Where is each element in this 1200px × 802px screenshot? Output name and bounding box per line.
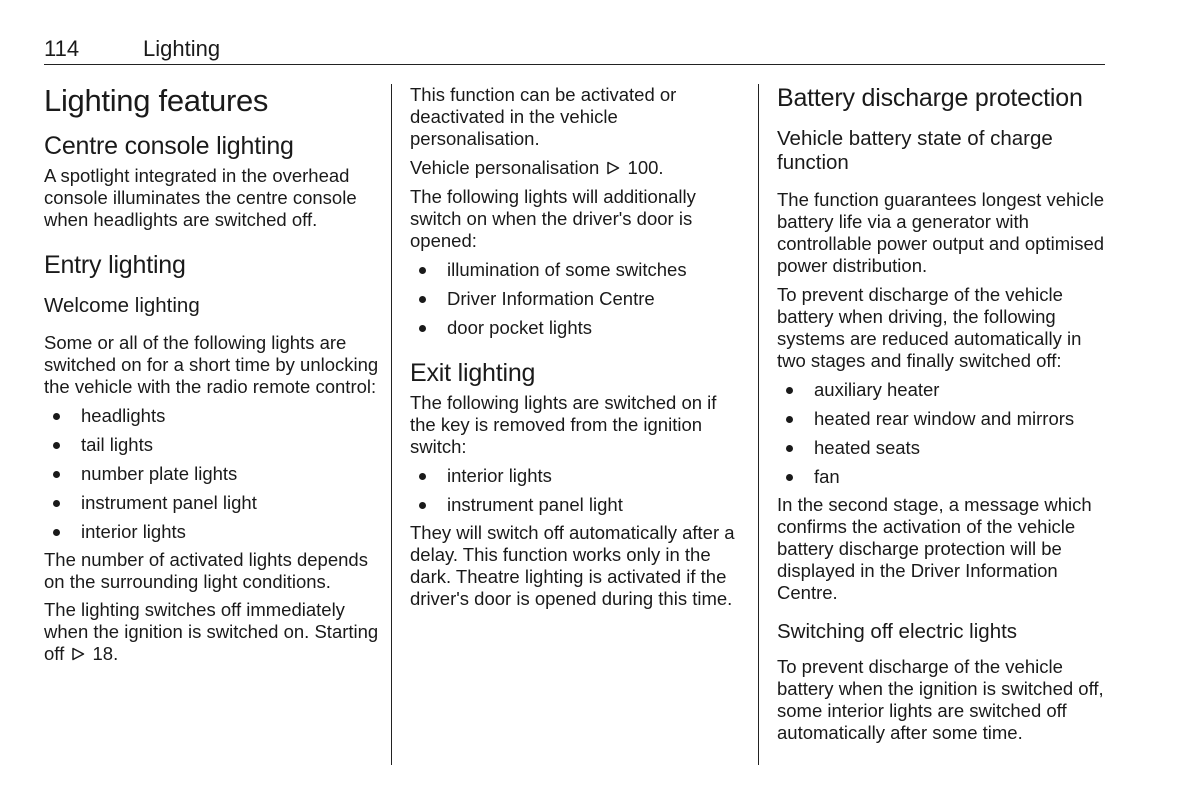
prevent-list bbox=[777, 379, 1109, 488]
exit-text: The following lights are switched on if the key is removed from the ignition switch: bbox=[410, 392, 717, 457]
bullet-icon bbox=[53, 529, 60, 536]
bullet-icon bbox=[53, 413, 60, 420]
page-header bbox=[44, 36, 1105, 65]
bullet-icon bbox=[53, 500, 60, 507]
switching-off-heading: Switching off electric lights bbox=[777, 620, 1018, 643]
welcome-list bbox=[44, 405, 379, 543]
soc-heading: Vehicle battery state of charge function bbox=[777, 127, 1053, 174]
stage-text: In the second stage, a message which confirms the activation of the vehicle battery discharge protection will be displayed in the Driver Information Centre. bbox=[777, 494, 1092, 603]
list-item: auxiliary heater bbox=[777, 379, 1109, 401]
welcome-text: Some or all of the following lights are switched on for a short time by unlocking the vehicle with the radio remote control: bbox=[44, 332, 379, 397]
soc-text: The function guarantees longest vehicle battery life via a generator with controllable power output and optimised power distribution. bbox=[777, 189, 1105, 276]
exit-list bbox=[410, 465, 745, 516]
switch-off-text: The lighting switches off immediately when the ignition is switched on. Starting off 18. bbox=[44, 599, 379, 664]
centre-console-text: A spotlight integrated in the overhead console illuminates the centre console when headlights are switched off. bbox=[44, 165, 357, 230]
page-number: 114 bbox=[44, 36, 80, 61]
activate-text: This function can be activated or deactivated in the vehicle personalisation. bbox=[410, 84, 677, 149]
bullet-icon bbox=[786, 474, 793, 481]
list-item: interior lights bbox=[410, 465, 745, 487]
column-3 bbox=[777, 84, 1109, 744]
delay-text: They will switch off automatically after a delay. This function works only in the dark. Theatre lighting is activated if the driver's door is opened during this time. bbox=[410, 522, 735, 609]
list-item: interior lights bbox=[44, 521, 379, 543]
list-item: headlights bbox=[44, 405, 379, 427]
battery-protection-heading: Battery discharge protection bbox=[777, 84, 1083, 112]
personalisation-text: Vehicle personalisation 100. bbox=[410, 157, 664, 178]
switching-off-text: To prevent discharge of the vehicle battery when the ignition is switched off, some interior lights are switched off automatically after some time. bbox=[777, 656, 1104, 743]
list-item: illumination of some switches bbox=[410, 259, 745, 281]
bullet-icon bbox=[419, 267, 426, 274]
list-item: tail lights bbox=[44, 434, 379, 456]
prevent-text: To prevent discharge of the vehicle battery when driving, the following systems are reduced automatically in two stages and finally switched off: bbox=[777, 284, 1082, 371]
bullet-icon bbox=[786, 445, 793, 452]
bullet-icon bbox=[419, 473, 426, 480]
welcome-lighting-heading: Welcome lighting bbox=[44, 294, 200, 317]
bullet-icon bbox=[419, 502, 426, 509]
list-item: heated seats bbox=[777, 437, 1109, 459]
bullet-icon bbox=[419, 296, 426, 303]
bullet-icon bbox=[419, 325, 426, 332]
list-item: heated rear window and mirrors bbox=[777, 408, 1109, 430]
list-item: instrument panel light bbox=[44, 492, 379, 514]
page-reference-icon bbox=[606, 161, 620, 175]
list-item: Driver Information Centre bbox=[410, 288, 745, 310]
list-item: number plate lights bbox=[44, 463, 379, 485]
page-reference-icon bbox=[71, 647, 85, 661]
door-text: The following lights will additionally switch on when the driver's door is opened: bbox=[410, 186, 696, 251]
centre-console-heading: Centre console lighting bbox=[44, 132, 294, 160]
column-divider bbox=[758, 84, 759, 765]
exit-lighting-heading: Exit lighting bbox=[410, 359, 536, 387]
bullet-icon bbox=[786, 387, 793, 394]
list-item: fan bbox=[777, 466, 1109, 488]
bullet-icon bbox=[53, 471, 60, 478]
list-item: instrument panel light bbox=[410, 494, 745, 516]
door-list bbox=[410, 259, 745, 339]
column-1 bbox=[44, 84, 379, 665]
number-text: The number of activated lights depends on the surrounding light conditions. bbox=[44, 549, 368, 592]
column-divider bbox=[391, 84, 392, 765]
entry-lighting-heading: Entry lighting bbox=[44, 251, 186, 279]
list-item: door pocket lights bbox=[410, 317, 745, 339]
column-2 bbox=[410, 84, 745, 610]
page-title: Lighting features bbox=[44, 83, 269, 118]
bullet-icon bbox=[786, 416, 793, 423]
bullet-icon bbox=[53, 442, 60, 449]
section-title: Lighting bbox=[143, 36, 221, 61]
